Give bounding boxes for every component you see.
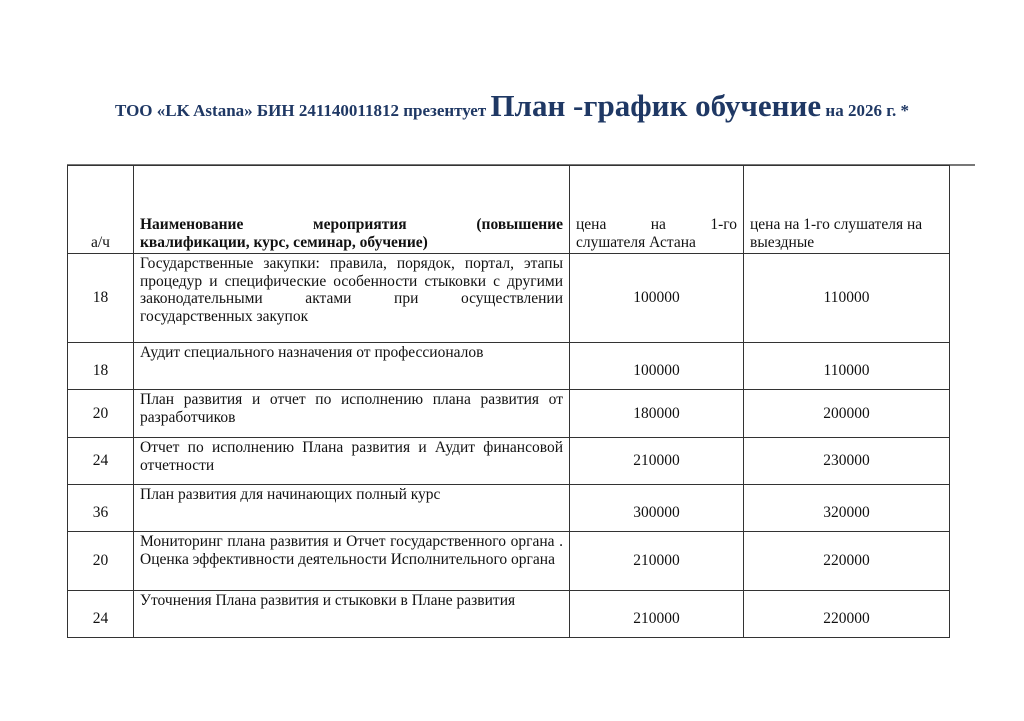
table-row xyxy=(68,532,950,591)
header-price-away-line1: цена на 1-го слушателя на xyxy=(750,216,923,233)
row-hours: 18 xyxy=(68,343,134,390)
header-name xyxy=(134,166,570,254)
row-price-away: 110000 xyxy=(744,254,950,343)
row-hours: 36 xyxy=(68,485,134,532)
title-prefix: ТОО «LK Astana» БИН 241140011812 презентует xyxy=(114,101,491,120)
row-price-away: 320000 xyxy=(744,485,950,532)
header-price-away xyxy=(744,166,950,254)
row-price-astana: 210000 xyxy=(570,438,744,485)
row-price-away: 230000 xyxy=(744,438,950,485)
title-main: План -график обучение xyxy=(490,88,822,123)
document-title xyxy=(0,88,1024,124)
row-name: Государственные закупки: правила, порядок, портал, этапы процедур и специфические особенности стыковки с другими законодательными актами при осуществлении государственных закупок xyxy=(134,254,570,343)
row-price-away: 220000 xyxy=(744,532,950,591)
table-row xyxy=(68,591,950,638)
row-hours: 18 xyxy=(68,254,134,343)
row-price-away: 110000 xyxy=(744,343,950,390)
header-hours: а/ч xyxy=(68,166,134,254)
header-price-astana xyxy=(570,166,744,254)
header-name-line2: квалификации, курс, семинар, обучение) xyxy=(140,233,428,251)
table-header-row xyxy=(68,166,950,254)
row-price-astana: 210000 xyxy=(570,532,744,591)
row-price-away: 200000 xyxy=(744,390,950,438)
row-name: Отчет по исполнению Плана развития и Аудит финансовой отчетности xyxy=(134,438,570,485)
header-price-astana-line1: цена на 1-го xyxy=(576,216,737,233)
row-hours: 20 xyxy=(68,390,134,438)
row-price-astana: 300000 xyxy=(570,485,744,532)
row-price-astana: 100000 xyxy=(570,254,744,343)
row-hours: 20 xyxy=(68,532,134,591)
row-name: Аудит специального назначения от профессионалов xyxy=(134,343,570,390)
row-name: Мониторинг плана развития и Отчет государственного органа . Оценка эффективности деятельности Исполнительного органа xyxy=(134,532,570,591)
header-price-astana-line2: слушателя Астана xyxy=(576,233,696,251)
row-price-astana: 180000 xyxy=(570,390,744,438)
table-row xyxy=(68,438,950,485)
training-schedule-table xyxy=(67,165,950,638)
table-row xyxy=(68,254,950,343)
table-row xyxy=(68,343,950,390)
row-name: План развития и отчет по исполнению плана развития от разработчиков xyxy=(134,390,570,438)
row-name: Уточнения Плана развития и стыковки в Плане развития xyxy=(134,591,570,638)
title-suffix: на 2026 г. * xyxy=(821,101,910,120)
row-name: План развития для начинающих полный курс xyxy=(134,485,570,532)
row-hours: 24 xyxy=(68,591,134,638)
row-hours: 24 xyxy=(68,438,134,485)
table-row xyxy=(68,485,950,532)
row-price-away: 220000 xyxy=(744,591,950,638)
row-price-astana: 210000 xyxy=(570,591,744,638)
header-name-line1: Наименование мероприятия (повышение xyxy=(140,216,563,233)
table-row xyxy=(68,390,950,438)
row-price-astana: 100000 xyxy=(570,343,744,390)
header-price-away-line2: выездные xyxy=(750,233,815,251)
